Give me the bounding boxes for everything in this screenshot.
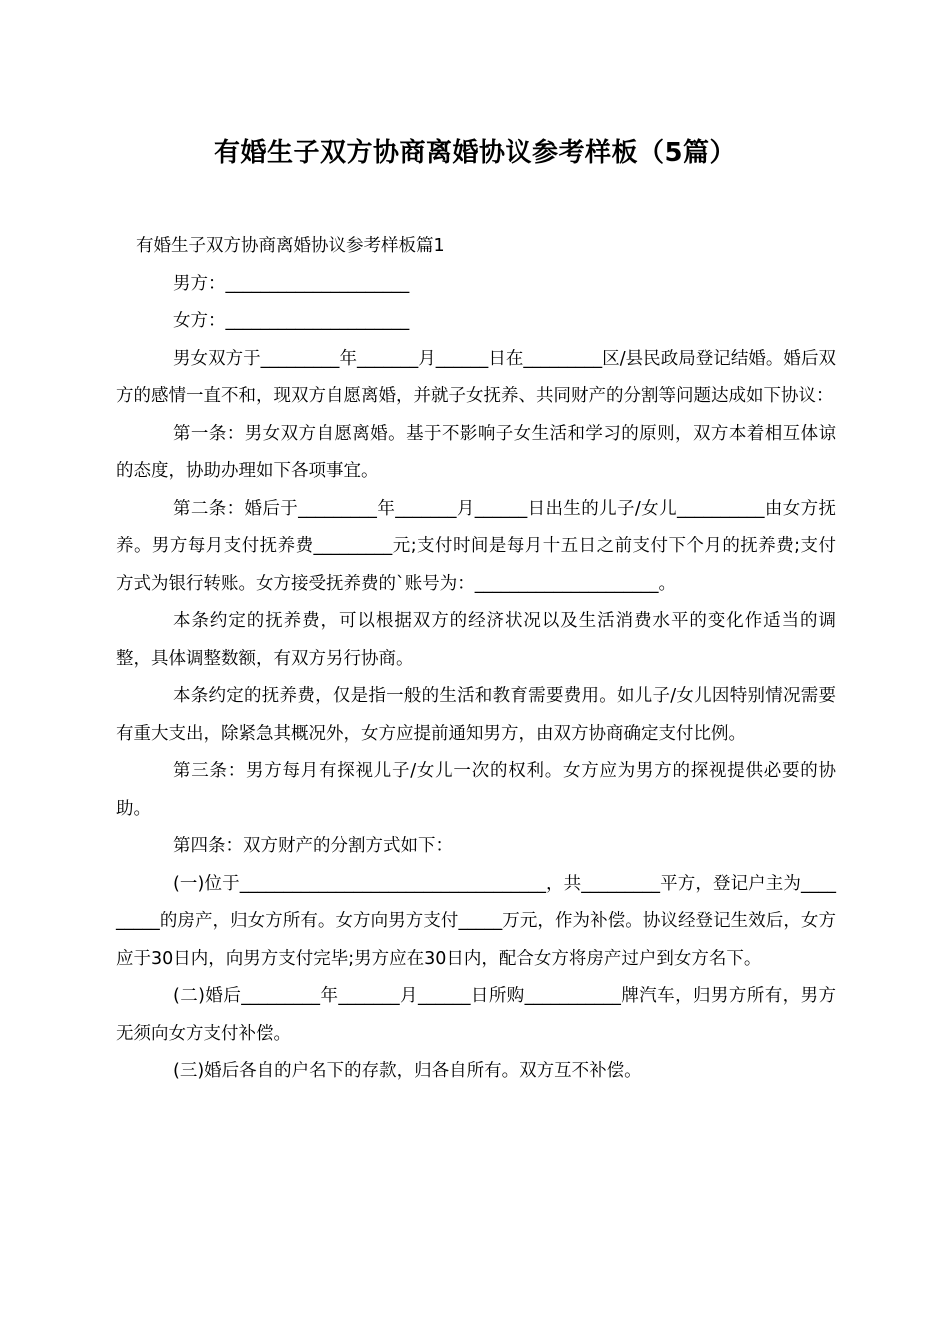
paragraph-article-2: 第二条：婚后于_________年_______月______日出生的儿子/女儿__________由女方抚养。男方每月支付抚养费_________元;支付时间是每月十五日之前支付下个月的抚养费;支付方式为银行转账。女方接受抚养费的`账号为：_____________________。 bbox=[116, 498, 836, 594]
document-title: 有婚生子双方协商离婚协议参考样板（5篇） bbox=[213, 138, 737, 168]
paragraph-article-2-note-2: 本条约定的抚养费，仅是指一般的生活和教育需要费用。如儿子/女儿因特别情况需要有重大支出，除紧急其概况外，女方应提前通知男方，由双方协商确定支付比例。 bbox=[116, 686, 836, 744]
paragraph-article-2-note-1: 本条约定的抚养费，可以根据双方的经济状况以及生活消费水平的变化作适当的调整，具体调整数额，有双方另行协商。 bbox=[116, 611, 836, 669]
paragraph-article-3: 第三条：男方每月有探视儿子/女儿一次的权利。女方应为男方的探视提供必要的协助。 bbox=[116, 761, 836, 819]
paragraph-intro: 男女双方于_________年_______月______日在_________区/县民政局登记结婚。婚后双方的感情一直不和，现双方自愿离婚，并就子女抚养、共同财产的分割等问题达成如下协议： bbox=[116, 348, 836, 406]
paragraph-article-4-item-1: (一)位于___________________________________，共_________平方，登记户主为_________的房产，归女方所有。女方向男方支付_____万元，作为补偿。协议经登记生效后，女方应于30日内，向男方支付完毕;男方应在30日内，配合女方将房产过户到女方名下。 bbox=[116, 873, 836, 969]
document-body bbox=[116, 228, 836, 1091]
paragraph-article-4-item-3: (三)婚后各自的户名下的存款，归各自所有。双方互不补偿。 bbox=[173, 1061, 642, 1081]
female-party-line: 女方：_____________________ bbox=[173, 311, 410, 331]
paragraph-article-4-item-2: (二)婚后_________年_______月______日所购___________牌汽车，归男方所有，男方无须向女方支付补偿。 bbox=[116, 986, 836, 1044]
paragraph-article-1: 第一条：男女双方自愿离婚。基于不影响子女生活和学习的原则，双方本着相互体谅的态度，协助办理如下各项事宜。 bbox=[116, 423, 836, 481]
paragraph-article-4: 第四条：双方财产的分割方式如下： bbox=[173, 836, 453, 856]
section-heading: 有婚生子双方协商离婚协议参考样板篇1 bbox=[136, 236, 445, 256]
male-party-line: 男方：_____________________ bbox=[173, 273, 410, 294]
